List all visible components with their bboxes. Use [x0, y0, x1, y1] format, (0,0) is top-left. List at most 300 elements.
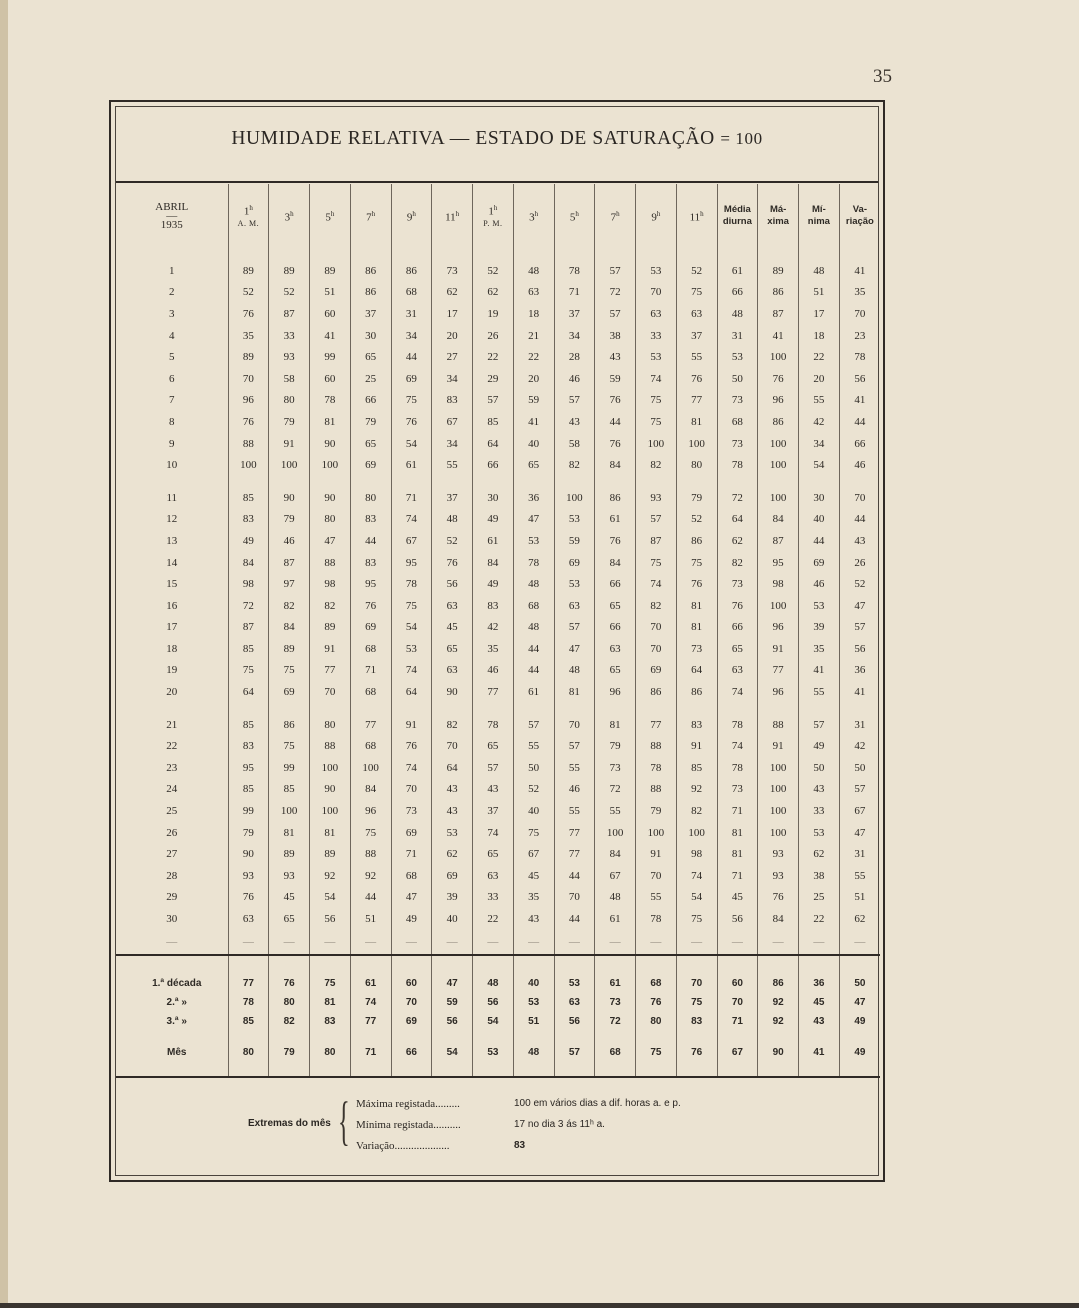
day-number: 29: [166, 891, 178, 904]
stat-header-line2: xima: [767, 216, 789, 227]
value-cell: 57: [595, 248, 636, 282]
value-cell: 45: [269, 887, 310, 909]
value-cell: 68: [391, 282, 432, 304]
value-cell: 85: [228, 779, 269, 801]
value-cell: 95: [391, 552, 432, 574]
hour-suffix: h: [290, 210, 294, 219]
value-cell: 89: [228, 346, 269, 368]
value-cell: 21: [513, 325, 554, 347]
spacer-cell: [116, 1031, 228, 1043]
day-number: 11: [166, 491, 178, 504]
value-cell: 90: [432, 681, 473, 703]
page-edge-bottom: [0, 1303, 1079, 1308]
value-cell: 49: [391, 908, 432, 930]
table-row: [116, 454, 880, 476]
value-cell: 20: [513, 368, 554, 390]
dash-cell: —: [166, 935, 178, 948]
day-number: 1: [169, 264, 175, 277]
extremas-max-row: [356, 1095, 506, 1113]
value-cell: 76: [391, 411, 432, 433]
value-cell: 84: [228, 552, 269, 574]
value-cell: 84: [758, 509, 799, 531]
value-cell: 76: [595, 530, 636, 552]
extremas-var-value-text: 83: [514, 1140, 526, 1151]
hour-suffix: h: [656, 210, 661, 219]
value-cell: 84: [758, 908, 799, 930]
value-cell: 44: [554, 865, 595, 887]
value-cell: 66: [595, 573, 636, 595]
value-cell: 71: [717, 800, 758, 822]
table-row: [116, 865, 880, 887]
value-cell: 75: [636, 552, 677, 574]
value-cell: 53: [554, 573, 595, 595]
value-cell: 66: [717, 282, 758, 304]
value-cell: 91: [636, 843, 677, 865]
hour-period: P. M.: [483, 218, 503, 228]
value-cell: 70: [554, 887, 595, 909]
value-cell: 52: [676, 509, 717, 531]
value-cell: 82: [269, 595, 310, 617]
value-cell: 89: [758, 248, 799, 282]
value-cell: 55: [554, 757, 595, 779]
extremas-min-label: Mínima registada..........: [356, 1119, 461, 1131]
value-cell: 90: [228, 843, 269, 865]
summary-value: 61: [595, 974, 636, 993]
value-cell: 76: [228, 887, 269, 909]
value-cell: 69: [350, 454, 391, 476]
value-cell: 92: [350, 865, 391, 887]
value-cell: 59: [513, 390, 554, 412]
value-cell: 81: [717, 822, 758, 844]
value-cell: 82: [717, 552, 758, 574]
month-row-value: 68: [595, 1043, 636, 1062]
value-cell: 55: [432, 454, 473, 476]
summary-row: [116, 993, 880, 1012]
value-cell: 44: [350, 887, 391, 909]
value-cell: 79: [269, 509, 310, 531]
spacer-cell: [350, 703, 391, 714]
spacer-cell: [513, 955, 554, 974]
value-cell: 31: [839, 714, 880, 736]
value-cell: 93: [758, 865, 799, 887]
summary-value: 48: [473, 974, 514, 993]
value-cell: 83: [473, 595, 514, 617]
value-cell: 58: [269, 368, 310, 390]
hour-number: 5: [569, 211, 576, 224]
spacer-cell: [228, 955, 269, 974]
value-cell: 95: [758, 552, 799, 574]
value-cell: 84: [350, 779, 391, 801]
spacer-cell: [595, 955, 636, 974]
dash-cell: —: [473, 930, 514, 955]
summary-value: 70: [717, 993, 758, 1012]
value-cell: 75: [391, 390, 432, 412]
value-cell: 59: [554, 530, 595, 552]
value-cell: 65: [432, 638, 473, 660]
value-cell: 70: [636, 617, 677, 639]
value-cell: 54: [676, 887, 717, 909]
spacer-cell: [391, 955, 432, 974]
hour-header: [554, 184, 595, 248]
value-cell: 75: [676, 552, 717, 574]
dash-cell: —: [554, 930, 595, 955]
value-cell: 48: [513, 573, 554, 595]
value-cell: 56: [717, 908, 758, 930]
spacer-cell: [839, 955, 880, 974]
table-row: [116, 681, 880, 703]
value-cell: 38: [595, 325, 636, 347]
summary-value: 86: [758, 974, 799, 993]
value-cell: 81: [310, 411, 351, 433]
value-cell: 85: [269, 779, 310, 801]
day-number: 23: [166, 761, 178, 774]
value-cell: 86: [676, 530, 717, 552]
value-cell: 20: [799, 368, 840, 390]
value-cell: 84: [595, 843, 636, 865]
value-cell: 31: [839, 843, 880, 865]
value-cell: 17: [799, 303, 840, 325]
value-cell: 42: [799, 411, 840, 433]
value-cell: 65: [473, 843, 514, 865]
spacer-cell: [228, 1031, 269, 1043]
value-cell: 70: [228, 368, 269, 390]
summary-row: [116, 1012, 880, 1031]
table-row: [116, 487, 880, 509]
table-body: [116, 248, 880, 1077]
value-cell: 72: [717, 487, 758, 509]
hour-label: [432, 208, 472, 224]
value-cell: 28: [554, 346, 595, 368]
value-cell: 66: [595, 617, 636, 639]
spacer-cell: [473, 703, 514, 714]
value-cell: 75: [513, 822, 554, 844]
hour-suffix: h: [249, 204, 253, 213]
value-cell: 79: [636, 800, 677, 822]
value-cell: 34: [554, 325, 595, 347]
value-cell: 20: [432, 325, 473, 347]
extremas-max-value-text: 100 em vários dias a dif. horas a. e p.: [514, 1098, 681, 1109]
value-cell: 50: [839, 757, 880, 779]
value-cell: 33: [636, 325, 677, 347]
value-cell: 96: [228, 390, 269, 412]
summary-value: 40: [513, 974, 554, 993]
extremas-section: [116, 1090, 878, 1160]
day-number: 17: [166, 621, 178, 634]
dash-cell: —: [513, 930, 554, 955]
value-cell: 58: [554, 433, 595, 455]
extremas-min-value-text: 17 no dia 3 ás 11ʰ a.: [514, 1119, 605, 1130]
hour-number: 3: [529, 211, 535, 224]
value-cell: 35: [473, 638, 514, 660]
day-number: 12: [166, 513, 178, 526]
humidity-table: [116, 184, 880, 1078]
hour-label: [636, 208, 676, 224]
value-cell: 79: [595, 735, 636, 757]
table-row: [116, 638, 880, 660]
value-cell: 76: [228, 411, 269, 433]
hour-suffix: h: [700, 210, 704, 219]
day-number: 21: [166, 718, 178, 731]
value-cell: 100: [269, 800, 310, 822]
value-cell: 45: [513, 865, 554, 887]
summary-label: 3.ª »: [166, 1015, 187, 1027]
value-cell: 73: [391, 800, 432, 822]
summary-value: 75: [676, 993, 717, 1012]
spacer-cell: [758, 1031, 799, 1043]
value-cell: 65: [595, 660, 636, 682]
value-cell: 74: [717, 735, 758, 757]
value-cell: 79: [269, 411, 310, 433]
summary-value: 69: [391, 1012, 432, 1031]
day-number: 30: [166, 913, 178, 926]
value-cell: 57: [839, 617, 880, 639]
value-cell: 43: [554, 411, 595, 433]
table-row: [116, 325, 880, 347]
dash-row: [116, 930, 880, 955]
value-cell: 57: [799, 714, 840, 736]
value-cell: 83: [676, 714, 717, 736]
day-number: 10: [166, 459, 178, 472]
spacer-cell: [676, 1031, 717, 1043]
value-cell: 36: [839, 660, 880, 682]
spacer-cell: [391, 476, 432, 487]
table-row: [116, 248, 880, 282]
day-number: 24: [166, 783, 178, 796]
value-cell: 56: [432, 573, 473, 595]
summary-value: 75: [310, 974, 351, 993]
summary-value: 70: [676, 974, 717, 993]
page-number: 35: [873, 66, 892, 87]
stat-header-line1: Má-: [769, 204, 787, 215]
value-cell: 81: [676, 411, 717, 433]
value-cell: 78: [473, 714, 514, 736]
summary-value: 76: [636, 993, 677, 1012]
value-cell: 37: [554, 303, 595, 325]
value-cell: 82: [432, 714, 473, 736]
hour-header: [513, 184, 554, 248]
value-cell: 62: [717, 530, 758, 552]
spacer-cell: [636, 1062, 677, 1077]
value-cell: 62: [473, 282, 514, 304]
value-cell: 86: [758, 411, 799, 433]
hour-suffix: h: [575, 210, 579, 219]
value-cell: 52: [839, 573, 880, 595]
value-cell: 78: [310, 390, 351, 412]
hour-header: [310, 184, 351, 248]
value-cell: 65: [269, 908, 310, 930]
value-cell: 84: [473, 552, 514, 574]
value-cell: 31: [391, 303, 432, 325]
value-cell: 98: [758, 573, 799, 595]
value-cell: 89: [310, 843, 351, 865]
value-cell: 57: [473, 757, 514, 779]
value-cell: 18: [799, 325, 840, 347]
value-cell: 96: [758, 681, 799, 703]
month-row-value: 80: [228, 1043, 269, 1062]
day-number: 27: [166, 848, 178, 861]
summary-value: 85: [228, 1012, 269, 1031]
spacer-cell: [554, 1031, 595, 1043]
spacer-cell: [116, 703, 228, 714]
value-cell: 63: [595, 638, 636, 660]
value-cell: 47: [310, 530, 351, 552]
day-number: 15: [166, 578, 178, 591]
spacer-cell: [116, 1062, 228, 1077]
value-cell: 51: [350, 908, 391, 930]
value-cell: 100: [758, 433, 799, 455]
day-number: 25: [166, 805, 178, 818]
value-cell: 75: [636, 411, 677, 433]
value-cell: 70: [636, 865, 677, 887]
value-cell: 46: [554, 368, 595, 390]
value-cell: 54: [391, 433, 432, 455]
spacer-cell: [799, 955, 840, 974]
summary-value: 51: [513, 1012, 554, 1031]
value-cell: 86: [636, 681, 677, 703]
value-cell: 44: [391, 346, 432, 368]
value-cell: 78: [717, 714, 758, 736]
value-cell: 30: [473, 487, 514, 509]
value-cell: 81: [676, 595, 717, 617]
table-row: [116, 908, 880, 930]
value-cell: 63: [636, 303, 677, 325]
hour-number: 7: [366, 211, 372, 224]
value-cell: 39: [799, 617, 840, 639]
value-cell: 78: [717, 454, 758, 476]
brace-icon: {: [338, 1091, 350, 1151]
value-cell: 53: [513, 530, 554, 552]
value-cell: 100: [758, 800, 799, 822]
value-cell: 88: [636, 779, 677, 801]
value-cell: 96: [758, 617, 799, 639]
value-cell: 49: [473, 509, 514, 531]
month-row: [116, 1043, 880, 1062]
value-cell: 23: [839, 325, 880, 347]
value-cell: 53: [391, 638, 432, 660]
stat-header-line2: diurna: [722, 216, 752, 227]
value-cell: 98: [228, 573, 269, 595]
value-cell: 80: [310, 509, 351, 531]
value-cell: 45: [717, 887, 758, 909]
value-cell: 57: [473, 390, 514, 412]
title-suffix: = 100: [720, 129, 763, 148]
dash-cell: —: [839, 930, 880, 955]
table-row: [116, 800, 880, 822]
value-cell: 29: [473, 368, 514, 390]
value-cell: 38: [799, 865, 840, 887]
value-cell: 86: [391, 248, 432, 282]
spacer-cell: [636, 703, 677, 714]
value-cell: 77: [758, 660, 799, 682]
hour-header: [269, 184, 310, 248]
value-cell: 47: [391, 887, 432, 909]
value-cell: 89: [310, 617, 351, 639]
value-cell: 93: [269, 346, 310, 368]
value-cell: 77: [473, 681, 514, 703]
value-cell: 75: [269, 660, 310, 682]
stat-header: [839, 184, 880, 248]
value-cell: 100: [228, 454, 269, 476]
hour-label: [595, 208, 635, 224]
day-number: 8: [169, 415, 175, 428]
spacer-cell: [310, 1031, 351, 1043]
value-cell: 56: [839, 638, 880, 660]
value-cell: 65: [717, 638, 758, 660]
summary-value: 83: [310, 1012, 351, 1031]
value-cell: 76: [758, 368, 799, 390]
value-cell: 63: [676, 303, 717, 325]
value-cell: 63: [228, 908, 269, 930]
spacer-cell: [310, 476, 351, 487]
value-cell: 57: [595, 303, 636, 325]
value-cell: 40: [513, 800, 554, 822]
value-cell: 62: [799, 843, 840, 865]
value-cell: 69: [391, 822, 432, 844]
spacer-cell: [513, 703, 554, 714]
value-cell: 74: [473, 822, 514, 844]
value-cell: 91: [758, 735, 799, 757]
value-cell: 41: [513, 411, 554, 433]
value-cell: 68: [350, 681, 391, 703]
value-cell: 69: [554, 552, 595, 574]
value-cell: 47: [839, 822, 880, 844]
spacer-cell: [432, 1031, 473, 1043]
value-cell: 33: [269, 325, 310, 347]
value-cell: 74: [636, 368, 677, 390]
value-cell: 36: [513, 487, 554, 509]
spacer-cell: [513, 1031, 554, 1043]
value-cell: 71: [554, 282, 595, 304]
hour-label: [473, 202, 513, 218]
spacer-cell: [473, 955, 514, 974]
value-cell: 34: [432, 433, 473, 455]
hour-suffix: h: [371, 210, 376, 219]
value-cell: 65: [350, 346, 391, 368]
spacer-cell: [228, 703, 269, 714]
value-cell: 66: [839, 433, 880, 455]
spacer-cell: [676, 955, 717, 974]
table-row: [116, 660, 880, 682]
dash-cell: —: [269, 930, 310, 955]
table-row: [116, 530, 880, 552]
value-cell: 55: [676, 346, 717, 368]
value-cell: 65: [513, 454, 554, 476]
summary-value: 60: [717, 974, 758, 993]
value-cell: 52: [473, 248, 514, 282]
value-cell: 86: [350, 248, 391, 282]
value-cell: 70: [636, 638, 677, 660]
spacer-cell: [636, 476, 677, 487]
value-cell: 72: [595, 282, 636, 304]
value-cell: 87: [758, 303, 799, 325]
value-cell: 18: [513, 303, 554, 325]
summary-value: 60: [391, 974, 432, 993]
value-cell: 100: [758, 757, 799, 779]
value-cell: 68: [350, 735, 391, 757]
day-number: 4: [169, 329, 175, 342]
value-cell: 43: [839, 530, 880, 552]
value-cell: 85: [228, 638, 269, 660]
value-cell: 35: [799, 638, 840, 660]
summary-value: 77: [228, 974, 269, 993]
value-cell: 46: [269, 530, 310, 552]
value-cell: 75: [676, 282, 717, 304]
spacer-cell: [350, 955, 391, 974]
value-cell: 76: [391, 735, 432, 757]
hour-label: [677, 208, 717, 224]
value-cell: 75: [350, 822, 391, 844]
month-row-value: 90: [758, 1043, 799, 1062]
